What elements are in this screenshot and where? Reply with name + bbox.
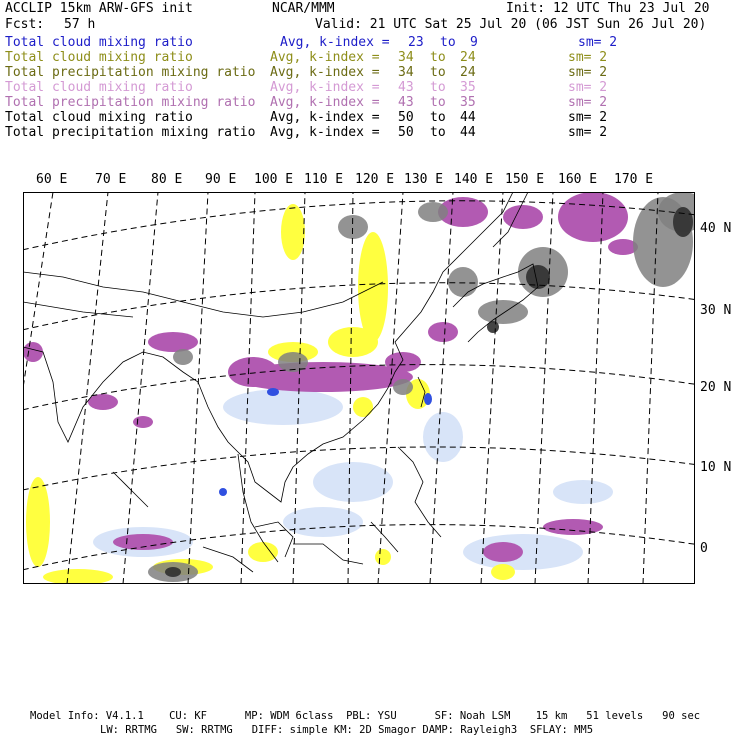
legend-field-name: Total cloud mixing ratio xyxy=(5,35,193,50)
legend-k-from: 23 xyxy=(408,35,424,50)
lat-label: 30 N xyxy=(700,303,732,318)
legend-smoothing: sm= 2 xyxy=(568,65,608,80)
lon-label: 90 E xyxy=(205,172,237,187)
legend-to-word: to xyxy=(430,80,446,95)
legend-field-name: Total precipitation mixing ratio xyxy=(5,65,256,80)
gray-cloud-patch xyxy=(173,349,193,365)
lon-label: 150 E xyxy=(505,172,545,187)
yellow-cloud-patch xyxy=(353,397,373,417)
light-cloud-patch xyxy=(553,480,613,504)
legend-field-name: Total cloud mixing ratio xyxy=(5,80,193,95)
legend-avg-label: Avg, k-index = xyxy=(280,35,390,50)
legend-smoothing: sm= 2 xyxy=(568,80,608,95)
legend-k-to: 24 xyxy=(460,50,476,65)
lat-label: 20 N xyxy=(700,380,732,395)
lon-label: 70 E xyxy=(95,172,127,187)
legend-to-word: to xyxy=(430,95,446,110)
legend-k-from: 43 xyxy=(398,95,414,110)
legend-smoothing: sm= 2 xyxy=(578,35,618,50)
legend-smoothing: sm= 2 xyxy=(568,125,608,140)
purple-cloud-patch xyxy=(23,342,43,362)
gray-cloud-patch xyxy=(478,300,528,324)
legend-avg-label: Avg, k-index = xyxy=(270,125,380,140)
valid-time: Valid: 21 UTC Sat 25 Jul 20 (06 JST Sun 26 Jul 20) xyxy=(315,17,707,32)
legend-avg-label: Avg, k-index = xyxy=(270,110,380,125)
dark-cloud-core xyxy=(673,207,693,237)
yellow-cloud-patch xyxy=(491,564,515,580)
light-cloud-patch xyxy=(313,462,393,502)
legend-smoothing: sm= 2 xyxy=(568,50,608,65)
legend-k-to: 44 xyxy=(460,125,476,140)
blue-cloud-core xyxy=(424,393,432,405)
lat-label: 10 N xyxy=(700,460,732,475)
purple-cloud-patch xyxy=(228,357,278,387)
legend-k-from: 43 xyxy=(398,80,414,95)
purple-cloud-patch xyxy=(385,352,421,372)
legend-avg-label: Avg, k-index = xyxy=(270,80,380,95)
forecast-hours: 57 h xyxy=(64,17,96,32)
light-cloud-patch xyxy=(223,389,343,425)
yellow-cloud-patch xyxy=(248,542,278,562)
legend-smoothing: sm= 2 xyxy=(568,95,608,110)
legend-to-word: to xyxy=(430,110,446,125)
legend-k-from: 50 xyxy=(398,125,414,140)
legend-avg-label: Avg, k-index = xyxy=(270,50,380,65)
model-info-line2: LW: RRTMG SW: RRTMG DIFF: simple KM: 2D Smagor DAMP: Rayleigh3 SFLAY: MM5 xyxy=(100,724,594,736)
weather-map xyxy=(23,192,695,584)
center-name: NCAR/MMM xyxy=(272,1,335,16)
legend-field-name: Total precipitation mixing ratio xyxy=(5,95,256,110)
legend-k-from: 34 xyxy=(398,50,414,65)
legend-field-name: Total cloud mixing ratio xyxy=(5,50,193,65)
model-info-line1: Model Info: V4.1.1 CU: KF MP: WDM 6class PBL: YSU SF: Noah LSM 15 km 51 levels 90 sec xyxy=(30,710,701,722)
legend-to-word: to xyxy=(440,35,456,50)
legend-field-name: Total precipitation mixing ratio xyxy=(5,125,256,140)
lon-label: 160 E xyxy=(558,172,598,187)
dark-cloud-core xyxy=(165,567,181,577)
light-cloud-patch xyxy=(423,412,463,462)
legend-k-to: 9 xyxy=(470,35,478,50)
purple-cloud-patch xyxy=(148,332,198,352)
yellow-cloud-patch xyxy=(26,477,50,567)
forecast-label: Fcst: xyxy=(5,17,45,32)
blue-cloud-core xyxy=(219,488,227,496)
purple-cloud-patch xyxy=(133,416,153,428)
lon-label: 80 E xyxy=(151,172,183,187)
lon-label: 140 E xyxy=(454,172,494,187)
legend-to-word: to xyxy=(430,125,446,140)
purple-cloud-patch xyxy=(483,542,523,562)
legend-k-from: 50 xyxy=(398,110,414,125)
lat-label: 0 xyxy=(700,541,708,556)
model-title: ACCLIP 15km ARW-GFS init xyxy=(5,1,193,16)
legend-k-from: 34 xyxy=(398,65,414,80)
gray-cloud-patch xyxy=(448,267,478,297)
purple-cloud-patch xyxy=(558,192,628,242)
dark-cloud-core xyxy=(487,321,499,333)
purple-cloud-patch xyxy=(428,322,458,342)
purple-cloud-patch xyxy=(113,534,173,550)
lon-label: 170 E xyxy=(614,172,654,187)
legend-to-word: to xyxy=(430,65,446,80)
gray-cloud-patch xyxy=(418,202,448,222)
legend-avg-label: Avg, k-index = xyxy=(270,65,380,80)
yellow-cloud-patch xyxy=(328,327,378,357)
legend-smoothing: sm= 2 xyxy=(568,110,608,125)
blue-cloud-core xyxy=(267,388,279,396)
legend-k-to: 35 xyxy=(460,95,476,110)
legend-to-word: to xyxy=(430,50,446,65)
legend-avg-label: Avg, k-index = xyxy=(270,95,380,110)
init-time: Init: 12 UTC Thu 23 Jul 20 xyxy=(506,1,710,16)
lon-label: 60 E xyxy=(36,172,68,187)
gray-cloud-patch xyxy=(393,379,413,395)
legend-k-to: 44 xyxy=(460,110,476,125)
legend-k-to: 24 xyxy=(460,65,476,80)
lon-label: 100 E xyxy=(254,172,294,187)
purple-cloud-patch xyxy=(88,394,118,410)
yellow-cloud-patch xyxy=(375,549,391,565)
lat-label: 40 N xyxy=(700,221,732,236)
legend-k-to: 35 xyxy=(460,80,476,95)
lon-label: 110 E xyxy=(304,172,344,187)
legend-field-name: Total cloud mixing ratio xyxy=(5,110,193,125)
purple-cloud-patch xyxy=(503,205,543,229)
lon-label: 120 E xyxy=(355,172,395,187)
lon-label: 130 E xyxy=(404,172,444,187)
yellow-cloud-patch xyxy=(281,204,305,260)
